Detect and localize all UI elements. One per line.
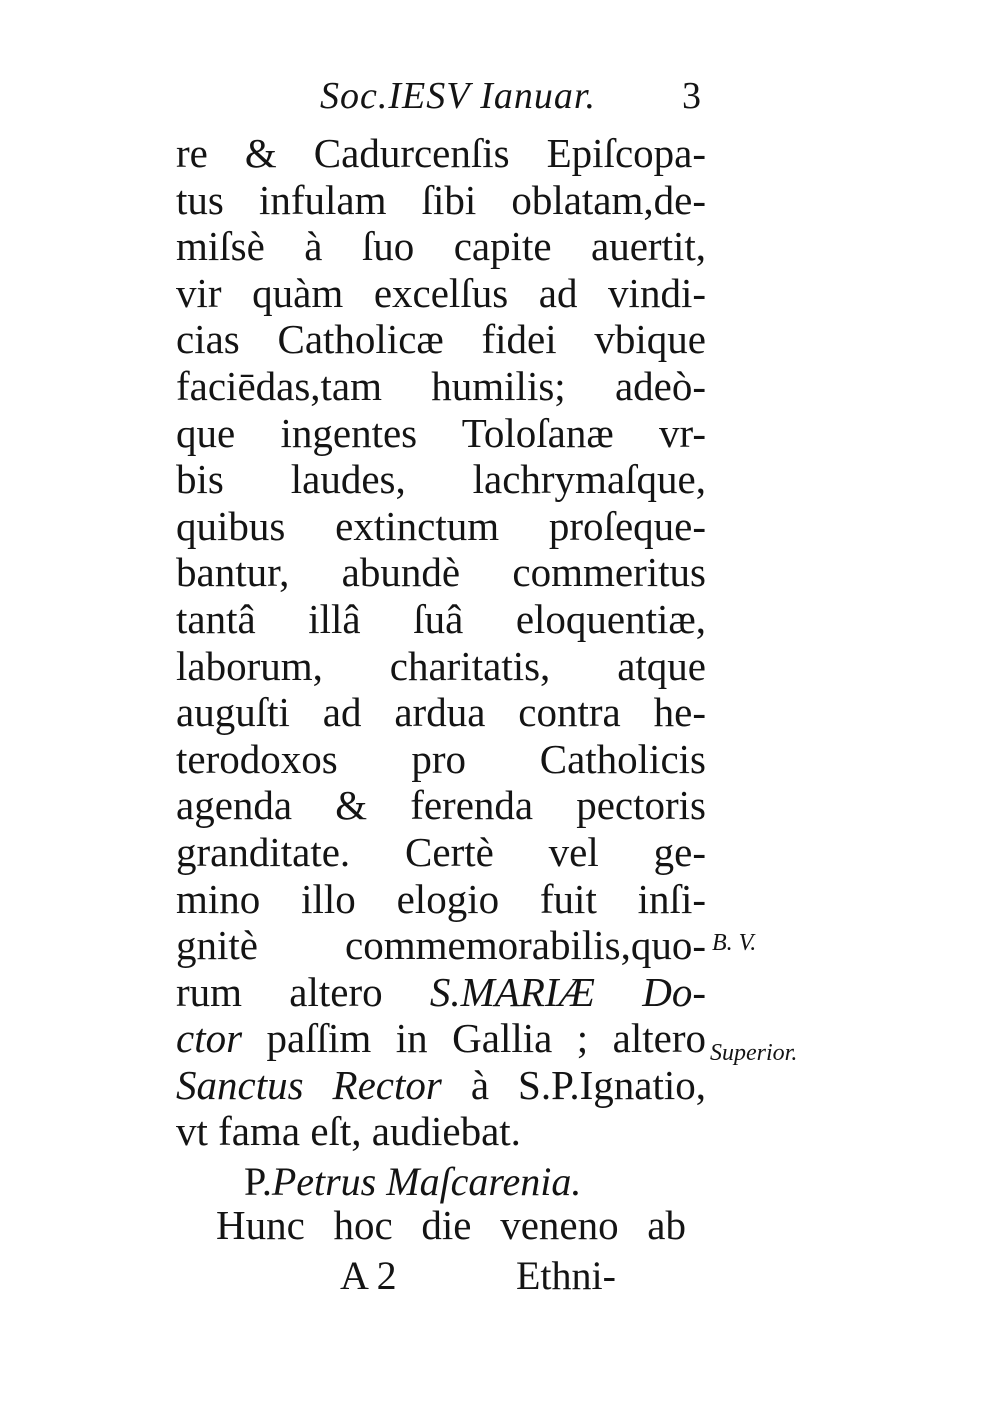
text-line: vt fama eſt, audiebat. <box>176 1108 521 1155</box>
text-line: agenda & ferenda pectoris <box>176 782 706 829</box>
text-run: rum altero <box>176 968 383 1015</box>
text-line: granditate. Certè vel ge- <box>176 828 706 875</box>
text-run: paſſim in Gallia ; altero <box>266 1015 706 1062</box>
section-first-line: Hunc hoc die veneno ab <box>216 1202 686 1248</box>
text-line: bantur, abundè commeritus <box>176 549 706 596</box>
text-line: cias Catholicæ fidei vbique <box>176 316 706 363</box>
italic-run: S.MARIÆ Do- <box>429 968 706 1015</box>
text-line: laborum, charitatis, atque <box>176 642 706 689</box>
text-line: tus infulam ſibi oblatam,de- <box>176 176 706 223</box>
text-line-maria <box>176 969 706 1016</box>
italic-run: ctor <box>176 1015 243 1062</box>
text-line: bis laudes, lachrymaſque, <box>176 456 706 503</box>
text-line: mino illo elogio fuit inſi- <box>176 875 706 922</box>
text-run: à S.P.Ignatio, <box>470 1061 706 1108</box>
text-line: terodoxos pro Catholicis <box>176 735 706 782</box>
heading-prefix: P. <box>244 1159 272 1204</box>
text-line: miſsè à ſuo capite auertit, <box>176 223 706 270</box>
margin-note: Superior. <box>710 1040 798 1066</box>
page-number: 3 <box>682 75 701 117</box>
running-title: Soc.IESV Ianuar. <box>320 75 596 117</box>
text-line: faciēdas,tam humilis; adeò- <box>176 362 706 409</box>
text-line: quibus extinctum proſeque- <box>176 502 706 549</box>
text-line: gnitè commemorabilis,quo- <box>176 922 706 969</box>
signature-mark: A 2 <box>340 1253 397 1298</box>
text-line: que ingentes Toloſanæ vr- <box>176 409 706 456</box>
body-text <box>176 130 706 1155</box>
text-line: auguſti ad ardua contra he- <box>176 689 706 736</box>
text-line: tantâ illâ ſuâ eloquentiæ, <box>176 595 706 642</box>
heading-name: Petrus Maſcarenia. <box>271 1159 582 1204</box>
margin-note: B. V. <box>712 930 757 956</box>
catchword: Ethni- <box>516 1253 616 1298</box>
text-line-doctor <box>176 1015 706 1062</box>
section-heading <box>244 1158 581 1205</box>
text-line: vir quàm excelſus ad vindi- <box>176 269 706 316</box>
running-head <box>320 74 710 118</box>
italic-run: Sanctus Rector <box>176 1061 442 1108</box>
text-line: re & Cadurcenſis Epiſcopa- <box>176 130 706 176</box>
text-line-sanctus <box>176 1062 706 1109</box>
